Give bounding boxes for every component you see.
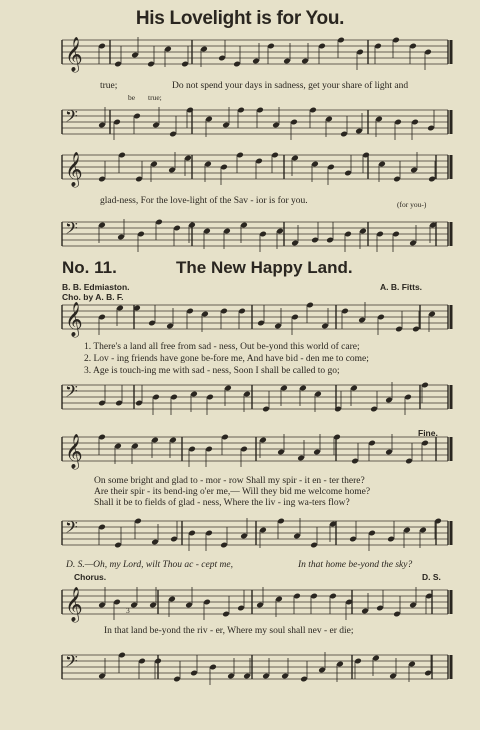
verse-1: 1. There's a land all free from sad - ness, Out be-yond this world of care; (84, 342, 360, 352)
ds-lyric: D. S.—Oh, my Lord, wilt Thou ac - cept me, (66, 560, 233, 570)
treble-clef-icon: 𝄞 (65, 152, 83, 187)
hymn1-lyric-1a: true; (100, 81, 118, 91)
hymn1-lyric-1c: be (128, 93, 136, 102)
sys2-lyric-2: Are their spir - its bend-ing o'er me,— Will they bid me welcome home? (94, 487, 371, 497)
sys2-lyric-1: On some bright and glad to - mor - row Shall my spir - it en - ter there? (94, 476, 365, 486)
triplet-mark: 3 (126, 606, 130, 615)
hymn2-title: The New Happy Land. (176, 258, 353, 277)
verse-3: 3. Age is touch-ing me with sad - ness, Soon I shall be called to go; (84, 366, 340, 376)
chorus-lyric: In that land be-yond the riv - er, Where my soul shall nev - er die; (104, 626, 354, 636)
music-credit: A. B. Fitts. (380, 282, 423, 292)
hymn1-lyric-1b: Do not spend your days in sadness, get your share of light and (172, 81, 409, 91)
verse-2: 2. Lov - ing friends have gone be-fore me, And have bid - den me to come; (84, 354, 369, 364)
treble-clef-icon: 𝄞 (65, 434, 83, 469)
hymn1-title: His Lovelight is for You. (135, 8, 345, 29)
treble-clef-icon: 𝄞 (65, 37, 83, 72)
bass-clef-icon: 𝄢 (65, 651, 78, 675)
treble-clef-icon: 𝄞 (65, 587, 83, 622)
chorus-credit: Cho. by A. B. F. (62, 292, 124, 302)
hymn-number: No. 11. (62, 258, 117, 277)
hymn1-lyric-2a: glad-ness, For the love-light of the Sav - ior is for you. (100, 196, 308, 206)
bass-clef-icon: 𝄢 (65, 517, 78, 541)
fine-mark: Fine. (418, 428, 438, 438)
treble-clef-icon: 𝄞 (65, 302, 83, 337)
sys2-lyric-3: Shall it be to fields of glad - ness, Where the liv - ing wa-ters flow? (94, 498, 350, 508)
bass-clef-icon: 𝄢 (65, 106, 78, 130)
bass-clef-icon: 𝄢 (65, 381, 78, 405)
hymn1-lyric-2b: (for you-) (397, 200, 427, 209)
ds-lyric-2: In that home be-yond the sky? (298, 560, 413, 570)
ds-mark: D. S. (422, 572, 441, 582)
hymn1-lyric-1d: true; (148, 93, 162, 102)
bass-clef-icon: 𝄢 (65, 218, 78, 242)
words-credit: B. B. Edmiaston. (62, 282, 130, 292)
chorus-label: Chorus. (74, 572, 107, 582)
